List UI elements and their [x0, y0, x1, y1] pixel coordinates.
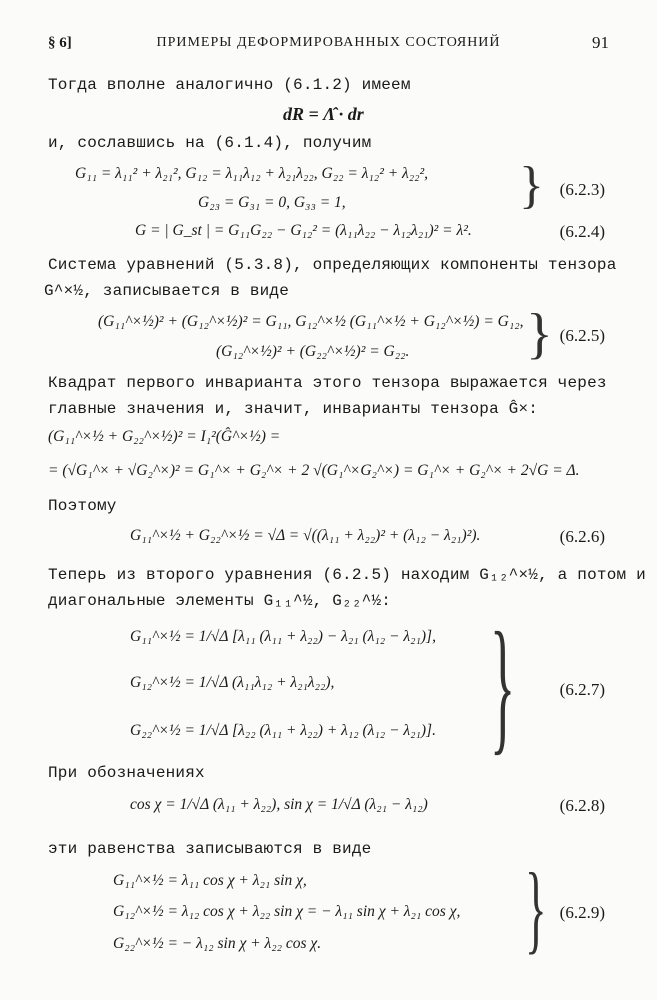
equation-6-2-5-line2: (G₁₂^×½)² + (G₂₂^×½)² = G₂₂.	[216, 343, 410, 360]
equation-number: (6.2.3)	[559, 180, 605, 199]
equation-6-2-5-line1: (G₁₁^×½)² + (G₁₂^×½)² = G₁₁, G₁₂^×½ (G₁₁^×½ + G₁₂^×½) = G₁₂,	[98, 313, 524, 330]
equation-number: (6.2.6)	[559, 527, 605, 546]
right-brace-icon: }	[519, 157, 544, 214]
equation-6-2-3-line2: G₂₃ = G₃₁ = 0, G₃₃ = 1,	[198, 194, 346, 211]
equation-number: (6.2.7)	[559, 680, 605, 699]
running-title: ПРИМЕРЫ ДЕФОРМИРОВАННЫХ СОСТОЯНИЙ	[156, 35, 501, 50]
text-line: диагональные элементы G₁₁^½, G₂₂^½:	[48, 592, 392, 610]
page-number: 91	[592, 33, 609, 52]
equation-6-2-7-line2: G₁₂^×½ = 1/√Δ (λ₁₁λ₁₂ + λ₂₁λ₂₂),	[130, 674, 335, 691]
equation-invariant-line1: (G₁₁^×½ + G₂₂^×½)² = I₁²(Ĝ^×½) =	[48, 428, 281, 445]
section-marker: § 6]	[48, 35, 72, 51]
equation-6-2-8: cos χ = 1/√Δ (λ₁₁ + λ₂₂), sin χ = 1/√Δ (λ₂₁ − λ₁₂)	[130, 796, 428, 813]
text-line: эти равенства записываются в виде	[48, 840, 372, 858]
equation-6-2-9-line1: G₁₁^×½ = λ₁₁ cos χ + λ₂₁ sin χ,	[113, 872, 307, 889]
equation-number: (6.2.8)	[559, 796, 605, 815]
equation-6-2-7-line1: G₁₁^×½ = 1/√Δ [λ₁₁ (λ₁₁ + λ₂₂) − λ₂₁ (λ₁₂ − λ₂₁)],	[130, 628, 436, 645]
equation-dR: dR = Λ̂ · dr	[283, 104, 364, 124]
equation-6-2-6: G₁₁^×½ + G₂₂^×½ = √Δ = √((λ₁₁ + λ₂₂)² + (λ₁₂ − λ₂₁)²).	[130, 527, 481, 544]
equation-6-2-3-line1: G₁₁ = λ₁₁² + λ₂₁², G₁₂ = λ₁₁λ₁₂ + λ₂₁λ₂₂, G₂₂ = λ₁₂² + λ₂₂²,	[75, 165, 429, 182]
text-line: Квадрат первого инварианта этого тензора выражается через	[48, 374, 607, 392]
text-line: Система уравнений (5.3.8), определяющих компоненты тензора	[48, 256, 617, 274]
text-line: G^×½, записывается в виде	[44, 282, 290, 300]
text-line: и, сославшись на (6.1.4), получим	[48, 134, 372, 152]
running-header	[0, 33, 657, 57]
text-line: Тогда вполне аналогично (6.1.2) имеем	[48, 76, 411, 94]
equation-6-2-7-line3: G₂₂^×½ = 1/√Δ [λ₂₂ (λ₁₁ + λ₂₂) + λ₁₂ (λ₁₂ − λ₂₁)].	[130, 722, 436, 739]
equation-invariant-line2: = (√G₁^× + √G₂^×)² = G₁^× + G₂^× + 2 √(G₁^×G₂^×) = G₁^× + G₂^× + 2√G = Δ.	[48, 462, 580, 479]
right-brace-icon: }	[525, 852, 547, 963]
right-brace-icon: }	[490, 602, 516, 768]
text-line: Теперь из второго уравнения (6.2.5) находим G₁₂^×½, а потом и	[48, 566, 646, 584]
equation-number: (6.2.4)	[559, 222, 605, 241]
right-brace-icon: }	[526, 303, 553, 365]
text-line: главные значения и, значит, инварианты тензора Ĝ×:	[48, 400, 539, 418]
equation-number: (6.2.5)	[559, 326, 605, 345]
equation-6-2-4: G = | G_st | = G₁₁G₂₂ − G₁₂² = (λ₁₁λ₂₂ − λ₁₂λ₂₁)² = λ².	[135, 222, 472, 239]
text-line: Поэтому	[48, 497, 117, 515]
equation-number: (6.2.9)	[559, 903, 605, 922]
text-line: При обозначениях	[48, 764, 205, 782]
equation-6-2-9-line3: G₂₂^×½ = − λ₁₂ sin χ + λ₂₂ cos χ.	[113, 935, 322, 952]
equation-6-2-9-line2: G₁₂^×½ = λ₁₂ cos χ + λ₂₂ sin χ = − λ₁₁ sin χ + λ₂₁ cos χ,	[113, 903, 461, 920]
